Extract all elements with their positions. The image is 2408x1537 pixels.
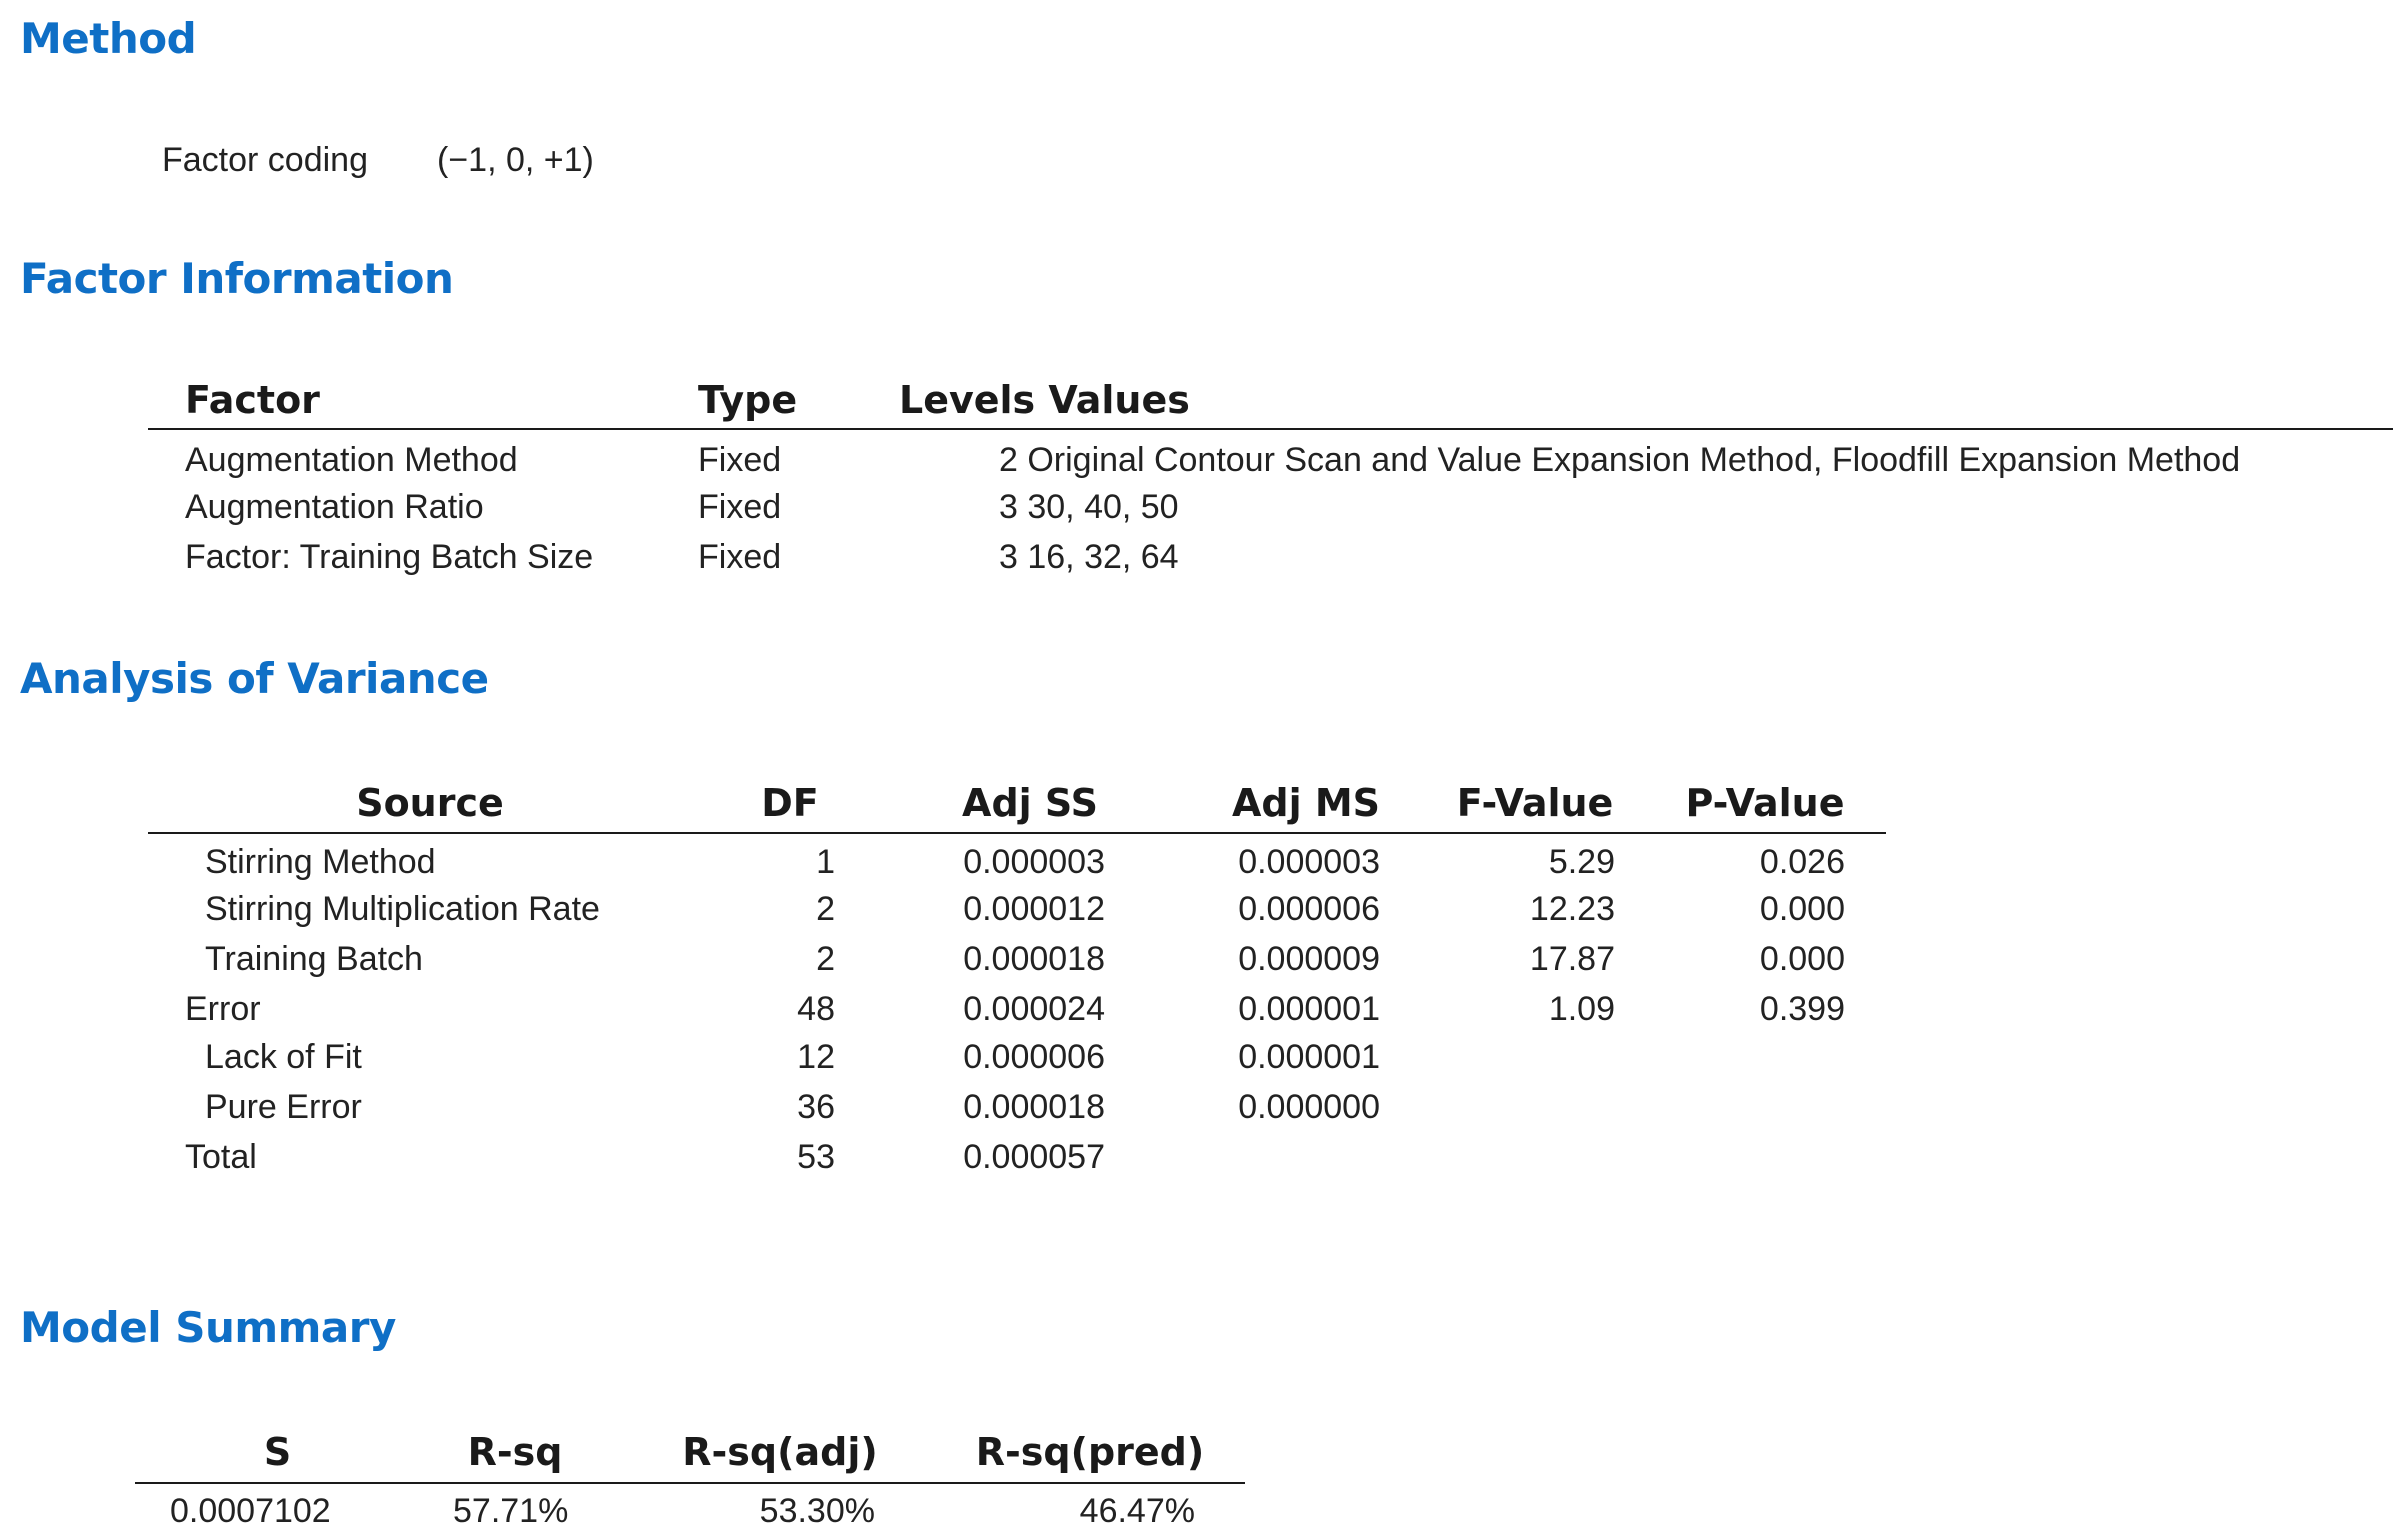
adj-ms-value: 0.000000: [1238, 1088, 1380, 1126]
factor-type: Fixed: [698, 538, 782, 576]
r-sq-value: 57.71%: [453, 1492, 569, 1530]
source-name: Total: [185, 1138, 257, 1176]
factor-column-header: Factor: [185, 378, 320, 422]
p-value-column-header: P-Value: [1685, 781, 1845, 825]
s-column-header: S: [263, 1430, 292, 1474]
adj-ss-value: 0.000018: [963, 1088, 1105, 1126]
adj-ss-column-header: Adj SS: [962, 781, 1098, 825]
source-name: Training Batch: [205, 940, 423, 978]
factor-name: Augmentation Ratio: [185, 488, 484, 526]
adj-ms-value: 0.000003: [1238, 843, 1380, 881]
df-value: 48: [797, 990, 835, 1028]
adj-ms-value: 0.000009: [1238, 940, 1380, 978]
p-value: 0.026: [1759, 843, 1845, 881]
f-value-column-header: F-Value: [1456, 781, 1614, 825]
method-heading: Method: [20, 14, 197, 63]
anova-table-header-rule: [148, 832, 1886, 834]
source-name: Stirring Multiplication Rate: [205, 890, 600, 928]
f-value: 5.29: [1548, 843, 1615, 881]
df-column-header: DF: [761, 781, 819, 825]
factor-information-heading: Factor Information: [20, 254, 454, 303]
adj-ss-value: 0.000006: [963, 1038, 1105, 1076]
r-sq-adj-column-header: R-sq(adj): [682, 1430, 878, 1474]
f-value: 1.09: [1548, 990, 1615, 1028]
factor-coding-label: Factor coding: [162, 141, 368, 179]
anova-heading: Analysis of Variance: [20, 654, 489, 703]
adj-ms-value: 0.000001: [1238, 1038, 1380, 1076]
adj-ms-column-header: Adj MS: [1231, 781, 1381, 825]
factor-levels-values: 3 30, 40, 50: [999, 488, 1179, 526]
df-value: 12: [797, 1038, 835, 1076]
source-name: Lack of Fit: [205, 1038, 362, 1076]
df-value: 2: [816, 890, 835, 928]
source-column-header: Source: [356, 781, 504, 825]
f-value: 12.23: [1529, 890, 1615, 928]
factor-type: Fixed: [698, 441, 782, 479]
p-value: 0.000: [1759, 940, 1845, 978]
df-value: 53: [797, 1138, 835, 1176]
s-value: 0.0007102: [170, 1492, 331, 1530]
factor-coding-value: (−1, 0, +1): [437, 141, 594, 179]
p-value: 0.399: [1759, 990, 1845, 1028]
adj-ss-value: 0.000012: [963, 890, 1105, 928]
adj-ms-value: 0.000001: [1238, 990, 1380, 1028]
factor-levels-values: 3 16, 32, 64: [999, 538, 1179, 576]
r-sq-pred-column-header: R-sq(pred): [975, 1430, 1205, 1474]
model-summary-heading: Model Summary: [20, 1303, 396, 1352]
p-value: 0.000: [1759, 890, 1845, 928]
factor-type: Fixed: [698, 488, 782, 526]
factor-table-header-rule: [148, 428, 2393, 430]
adj-ss-value: 0.000024: [963, 990, 1105, 1028]
adj-ss-value: 0.000018: [963, 940, 1105, 978]
factor-name: Factor: Training Batch Size: [185, 538, 594, 576]
adj-ss-value: 0.000003: [963, 843, 1105, 881]
f-value: 17.87: [1529, 940, 1615, 978]
df-value: 36: [797, 1088, 835, 1126]
r-sq-column-header: R-sq: [467, 1430, 563, 1474]
type-column-header: Type: [698, 378, 798, 422]
factor-levels-values: 2 Original Contour Scan and Value Expansion Method, Floodfill Expansion Method: [999, 441, 2241, 479]
adj-ss-value: 0.000057: [963, 1138, 1105, 1176]
factor-name: Augmentation Method: [185, 441, 518, 479]
adj-ms-value: 0.000006: [1238, 890, 1380, 928]
source-name: Pure Error: [205, 1088, 362, 1126]
r-sq-pred-value: 46.47%: [1079, 1492, 1195, 1530]
df-value: 1: [816, 843, 835, 881]
df-value: 2: [816, 940, 835, 978]
levels-values-column-header: Levels Values: [899, 378, 1190, 422]
r-sq-adj-value: 53.30%: [759, 1492, 875, 1530]
model-summary-header-rule: [135, 1482, 1245, 1484]
source-name: Error: [185, 990, 261, 1028]
source-name: Stirring Method: [205, 843, 436, 881]
